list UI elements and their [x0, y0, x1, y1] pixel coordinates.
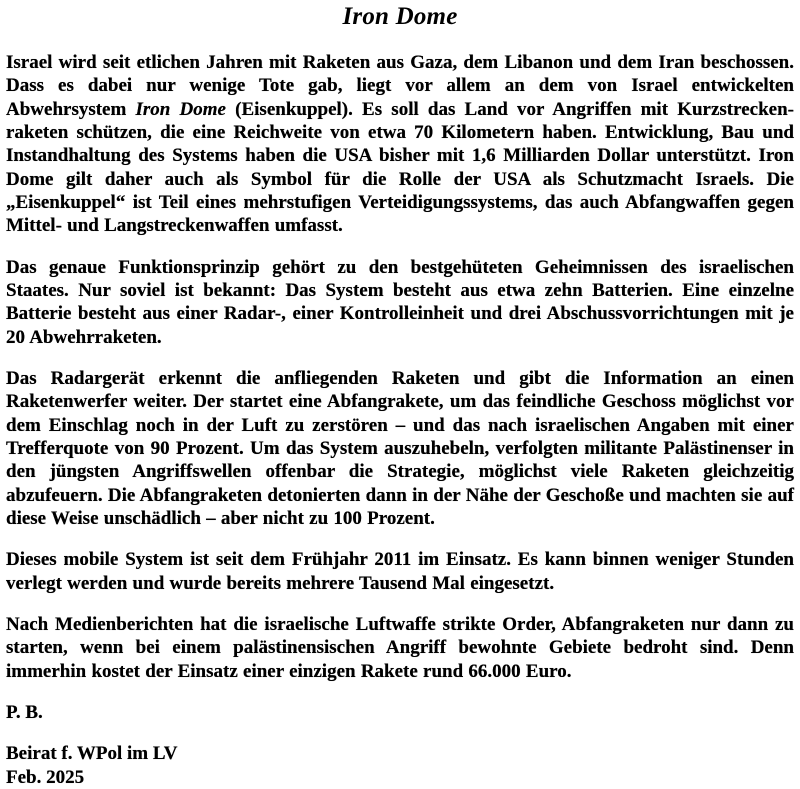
text-run: Israel wird seit etlichen Jahren mit Raketen aus Gaza, dem Libanon und dem Iran beschossen. Dass es dabei nur wenige Tote gab, liegt vor allem an dem von Israel entwickelten Abwehrsystem: [6, 52, 794, 120]
paragraph: [6, 256, 794, 349]
document-body: [6, 51, 794, 683]
text-run: Das genaue Funktionsprinzip gehört zu den bestgehüteten Geheimnissen des israelischen Staates. Nur soviel ist bekannt: Das System besteht aus etwa zehn Batterien. Eine einzelne Batterie besteht aus einer Radar-, einer Kontrolleinheit und drei Abschussvorrichtungen mit je 20 Abwehrraketen.: [6, 256, 794, 348]
text-run: Das Radargerät erkennt die anfliegenden Raketen und gibt die Information an einen Raketenwerfer weiter. Der startet eine Abfangrakete, um das feindliche Geschoss möglichst vor dem Einschlag noch in der Luft zu zerstören – und das nach israelischen Angaben mit einer Trefferquote von 90 Prozent. Um das System auszuhebeln, verfolgten militante Palästinenser in den jüngsten Angriffswellen offenbar die Strategie, möglichst viele Raketen gleichzeitig abzufeuern. Die Abfangraketen detonierten dann in der Nähe der Geschoße und machten sie auf diese Weise unschädlich – aber nicht zu 100 Prozent.: [6, 367, 794, 529]
text-run: Dieses mobile System ist seit dem Frühjahr 2011 im Einsatz. Es kann binnen weniger Stunden verlegt werden und wurde bereits mehrere Tausend Mal eingesetzt.: [6, 549, 794, 594]
signature: P. B.: [6, 701, 43, 723]
footer-line-author: Beirat f. WPol im LV: [6, 743, 178, 765]
paragraph: [6, 548, 794, 595]
footer-block: [6, 742, 794, 789]
text-run: Nach Medienberichten hat die israelische Luftwaffe strikte Order, Abfangraketen nur dann zu starten, wenn bei einem palästinensischen Angriff bewohnte Gebiete bedroht sind. Denn immerhin kostet der Einsatz einer einzigen Rakete rund 66.000 Euro.: [6, 613, 794, 682]
footer-line-date: Feb. 2025: [6, 766, 85, 788]
paragraph: [6, 613, 794, 683]
document-title: Iron Dome: [342, 3, 458, 30]
text-run: (Eisenkuppel). Es soll das Land vor Angriffen mit Kurzstreckenraketen schützen, die eine Reichweite von etwa 70 Kilometern haben. Entwicklung, Bau und Instandhaltung des Systems haben die USA bisher mit 1,6 Milliarden Dollar unterstützt. Iron Dome gilt daher auch als Symbol für die Rolle der USA als Schutzmacht Israels. Die „Eisenkuppel“ ist Teil eines mehrstufigen Verteidigungssystems, das auch Abfangwaffen gegen Mittel- und Langstreckenwaffen umfasst.: [6, 98, 794, 237]
paragraph: [6, 367, 794, 530]
italic-text-run: Iron Dome: [135, 98, 226, 120]
paragraph: [6, 51, 794, 238]
